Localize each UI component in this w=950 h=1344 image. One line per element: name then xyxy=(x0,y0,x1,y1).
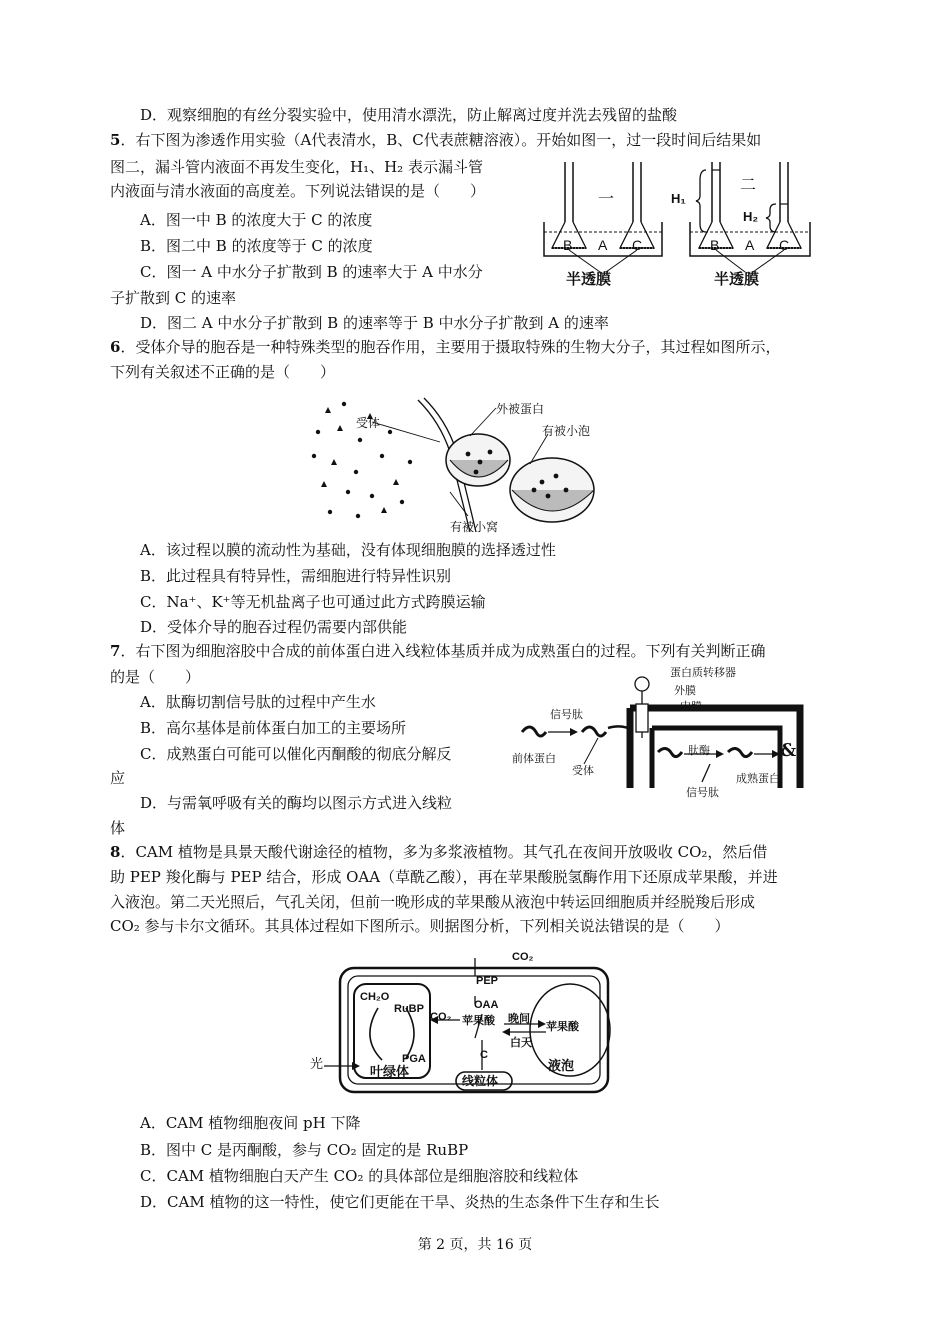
osmosis-fig2-a: A xyxy=(745,237,755,253)
internalized-particle xyxy=(532,488,537,493)
internalized-particle xyxy=(488,450,493,455)
page-footer: 第 2 页，共 16 页 xyxy=(417,1237,533,1253)
ligand-particle xyxy=(342,402,346,406)
ligand-particle xyxy=(358,438,362,442)
ligand-particle xyxy=(312,454,316,458)
q7-option-d-2: 体 xyxy=(110,819,126,837)
q6-option-d: D．受体介导的胞吞过程仍需要内部供能 xyxy=(140,618,408,636)
internalized-particle xyxy=(466,452,471,457)
q4-option-d: D．观察细胞的有丝分裂实验中，使用清水漂洗，防止解离过度并洗去残留的盐酸 xyxy=(140,106,678,124)
ch2o-label: CH₂O xyxy=(360,991,390,1003)
ligand-particle xyxy=(388,430,392,434)
ligand-particle xyxy=(400,500,404,504)
signal-peptide-cut-label: 信号肽 xyxy=(686,786,719,799)
q5-option-c-2: 子扩散到 C 的速率 xyxy=(110,289,237,307)
osmosis-h2-label: H₂ xyxy=(743,209,759,224)
q6-stem-line2: 下列有关叙述不正确的是（ ） xyxy=(110,363,336,381)
night-label: 晚间 xyxy=(508,1012,530,1025)
q8-stem-line3: 入液泡。第二天光照后，气孔关闭，但前一晚形成的苹果酸从液泡中转运回细胞质并经脱羧后形成 xyxy=(110,893,756,911)
osmosis-fig1-label: 一 xyxy=(598,189,615,208)
q8-option-b: B．图中 C 是丙酮酸，参与 CO₂ 固定的是 RuBP xyxy=(140,1141,469,1159)
q5-stem-line1: 5．右下图为渗透作用实验（A代表清水，B、C代表蔗糖溶液）。开始如图一，过一段时间后结果如 xyxy=(110,131,762,149)
q7-option-c-1: C．成熟蛋白可能可以催化丙酮酸的彻底分解反 xyxy=(140,745,452,763)
internalized-particle xyxy=(554,474,559,479)
q8-option-a: A．CAM 植物细胞夜间 pH 下降 xyxy=(140,1114,361,1132)
q6-option-c: C．Na⁺、K⁺等无机盐离子也可通过此方式跨膜运输 xyxy=(140,593,486,611)
q6-stem-line1: 6．受体介导的胞吞是一种特殊类型的胞吞作用，主要用于摄取特殊的生物大分子，其过程如图所示， xyxy=(110,338,781,356)
q5-option-d: D．图二 A 中水分子扩散到 B 的速率等于 B 中水分子扩散到 A 的速率 xyxy=(140,314,609,332)
ligand-particle xyxy=(354,470,358,474)
mitochondrial-import-figure xyxy=(510,668,810,808)
q8-option-c: C．CAM 植物细胞白天产生 CO₂ 的具体部位是细胞溶胶和线粒体 xyxy=(140,1167,579,1185)
q7-option-a: A．肽酶切割信号肽的过程中产生水 xyxy=(140,693,376,711)
q7-number: 7 xyxy=(110,642,121,660)
internalized-particle xyxy=(564,488,569,493)
mitochondrion-label: 线粒体 xyxy=(462,1074,499,1088)
ligand-particle xyxy=(381,507,387,513)
ligand-particle xyxy=(337,425,343,431)
mature-protein-label: 成熟蛋白 xyxy=(736,772,780,785)
ligand-particle xyxy=(408,460,412,464)
endocytosis-figure xyxy=(300,392,630,542)
translocator-label: 蛋白质转移器 xyxy=(670,666,736,679)
osmosis-fig1-membrane: 半透膜 xyxy=(566,270,612,288)
q8-stem-line1: 8．CAM 植物是具景天酸代谢途径的植物，多为多浆液植物。其气孔在夜间开放吸收 CO₂，然后借 xyxy=(110,843,768,861)
vacuole-label: 液泡 xyxy=(548,1059,575,1074)
ligand-particle xyxy=(331,459,337,465)
q5-option-a: A．图一中 B 的浓度大于 C 的浓度 xyxy=(140,211,373,229)
cam-pathway-figure xyxy=(310,948,620,1098)
ligand-particle xyxy=(346,490,350,494)
coat-protein-label: 外被蛋白 xyxy=(496,402,545,416)
ligand-particle xyxy=(316,430,320,434)
osmosis-fig1-b: B xyxy=(563,237,573,253)
osmosis-h1-label: H₁ xyxy=(671,191,686,206)
q7-stem-line1: 7．右下图为细胞溶胶中合成的前体蛋白进入线粒体基质并成为成熟蛋白的过程。下列有关判断正确 xyxy=(110,642,766,660)
q5-stem-line2: 图二，漏斗管内液面不再发生变化，H₁、H₂ 表示漏斗管 xyxy=(110,158,483,176)
precursor-protein-label: 前体蛋白 xyxy=(512,752,556,765)
peptidase-label: 肽酶 xyxy=(688,744,710,757)
q5-number: 5 xyxy=(110,131,121,149)
q5-option-b: B．图二中 B 的浓度等于 C 的浓度 xyxy=(140,237,373,255)
receptor-label-q7: 受体 xyxy=(572,764,594,777)
ampersand-glyph: & xyxy=(780,740,797,761)
co2-inner-label: CO₂ xyxy=(430,1011,452,1023)
q8-stem-line4: CO₂ 参与卡尔文循环。其具体过程如下图所示。则据图分析，下列相关说法错误的是（ ） xyxy=(110,917,730,935)
day-label: 白天 xyxy=(510,1036,532,1049)
ligand-particle xyxy=(321,481,327,487)
q5-stem-line3: 内液面与清水液面的高度差。下列说法错误的是（ ） xyxy=(110,182,486,200)
osmosis-fig1-a: A xyxy=(598,237,608,253)
ligand-particle xyxy=(393,479,399,485)
q6-option-a: A．该过程以膜的流动性为基础，没有体现细胞膜的选择透过性 xyxy=(140,541,556,559)
q7-option-c-2: 应 xyxy=(110,769,126,787)
q8-stem-line2: 助 PEP 羧化酶与 PEP 结合，形成 OAA（草酰乙酸），再在苹果酸脱氢酶作用下还原成苹果酸，并进 xyxy=(110,868,778,886)
q7-stem-line2: 的是（ ） xyxy=(110,668,201,686)
malic-acid-vacuole-label: 苹果酸 xyxy=(546,1020,579,1033)
light-label: 光 xyxy=(310,1057,324,1072)
osmosis-fig2-b: B xyxy=(710,237,720,253)
osmosis-fig2-membrane: 半透膜 xyxy=(714,270,760,288)
osmosis-fig2-c: C xyxy=(779,237,790,253)
internalized-particle xyxy=(474,470,479,475)
q6-number: 6 xyxy=(110,338,121,356)
chloroplast-label: 叶绿体 xyxy=(370,1065,410,1080)
q8-number: 8 xyxy=(110,843,121,861)
signal-peptide-label: 信号肽 xyxy=(550,708,583,721)
ligand-particle xyxy=(328,510,332,514)
receptor-label: 受体 xyxy=(356,416,381,430)
internalized-particle xyxy=(540,480,545,485)
q7-option-d-1: D．与需氧呼吸有关的酶均以图示方式进入线粒 xyxy=(140,794,453,812)
outer-membrane-label: 外膜 xyxy=(674,684,696,697)
osmosis-figure xyxy=(540,160,830,290)
q5-option-c-1: C．图一 A 中水分子扩散到 B 的速率大于 A 中水分 xyxy=(140,263,483,281)
malic-acid-label: 苹果酸 xyxy=(462,1014,495,1027)
inner-membrane-label: 内膜 xyxy=(680,700,702,713)
q6-option-b: B．此过程具有特异性，需细胞进行特异性识别 xyxy=(140,567,452,585)
oaa-label: OAA xyxy=(474,999,499,1011)
q8-option-d: D．CAM 植物的这一特性，使它们更能在干旱、炎热的生态条件下生存和生长 xyxy=(140,1193,660,1211)
rubp-label: RuBP xyxy=(394,1003,424,1015)
osmosis-fig1-c: C xyxy=(632,237,643,253)
pga-label: PGA xyxy=(402,1053,426,1065)
coated-vesicle-label: 有被小泡 xyxy=(542,424,591,438)
ligand-particle xyxy=(325,407,331,413)
internalized-particle xyxy=(478,460,483,465)
q7-option-b: B．高尔基体是前体蛋白加工的主要场所 xyxy=(140,719,407,737)
c-label: C xyxy=(480,1049,488,1061)
co2-top-label: CO₂ xyxy=(512,951,534,963)
internalized-particle xyxy=(546,494,551,499)
ligand-particle xyxy=(380,454,384,458)
ligand-particle xyxy=(356,514,360,518)
osmosis-fig2-label: 二 xyxy=(740,175,757,194)
ligand-particle xyxy=(370,494,374,498)
pep-label: PEP xyxy=(476,975,499,987)
coated-pit-label: 有被小窝 xyxy=(450,520,499,534)
